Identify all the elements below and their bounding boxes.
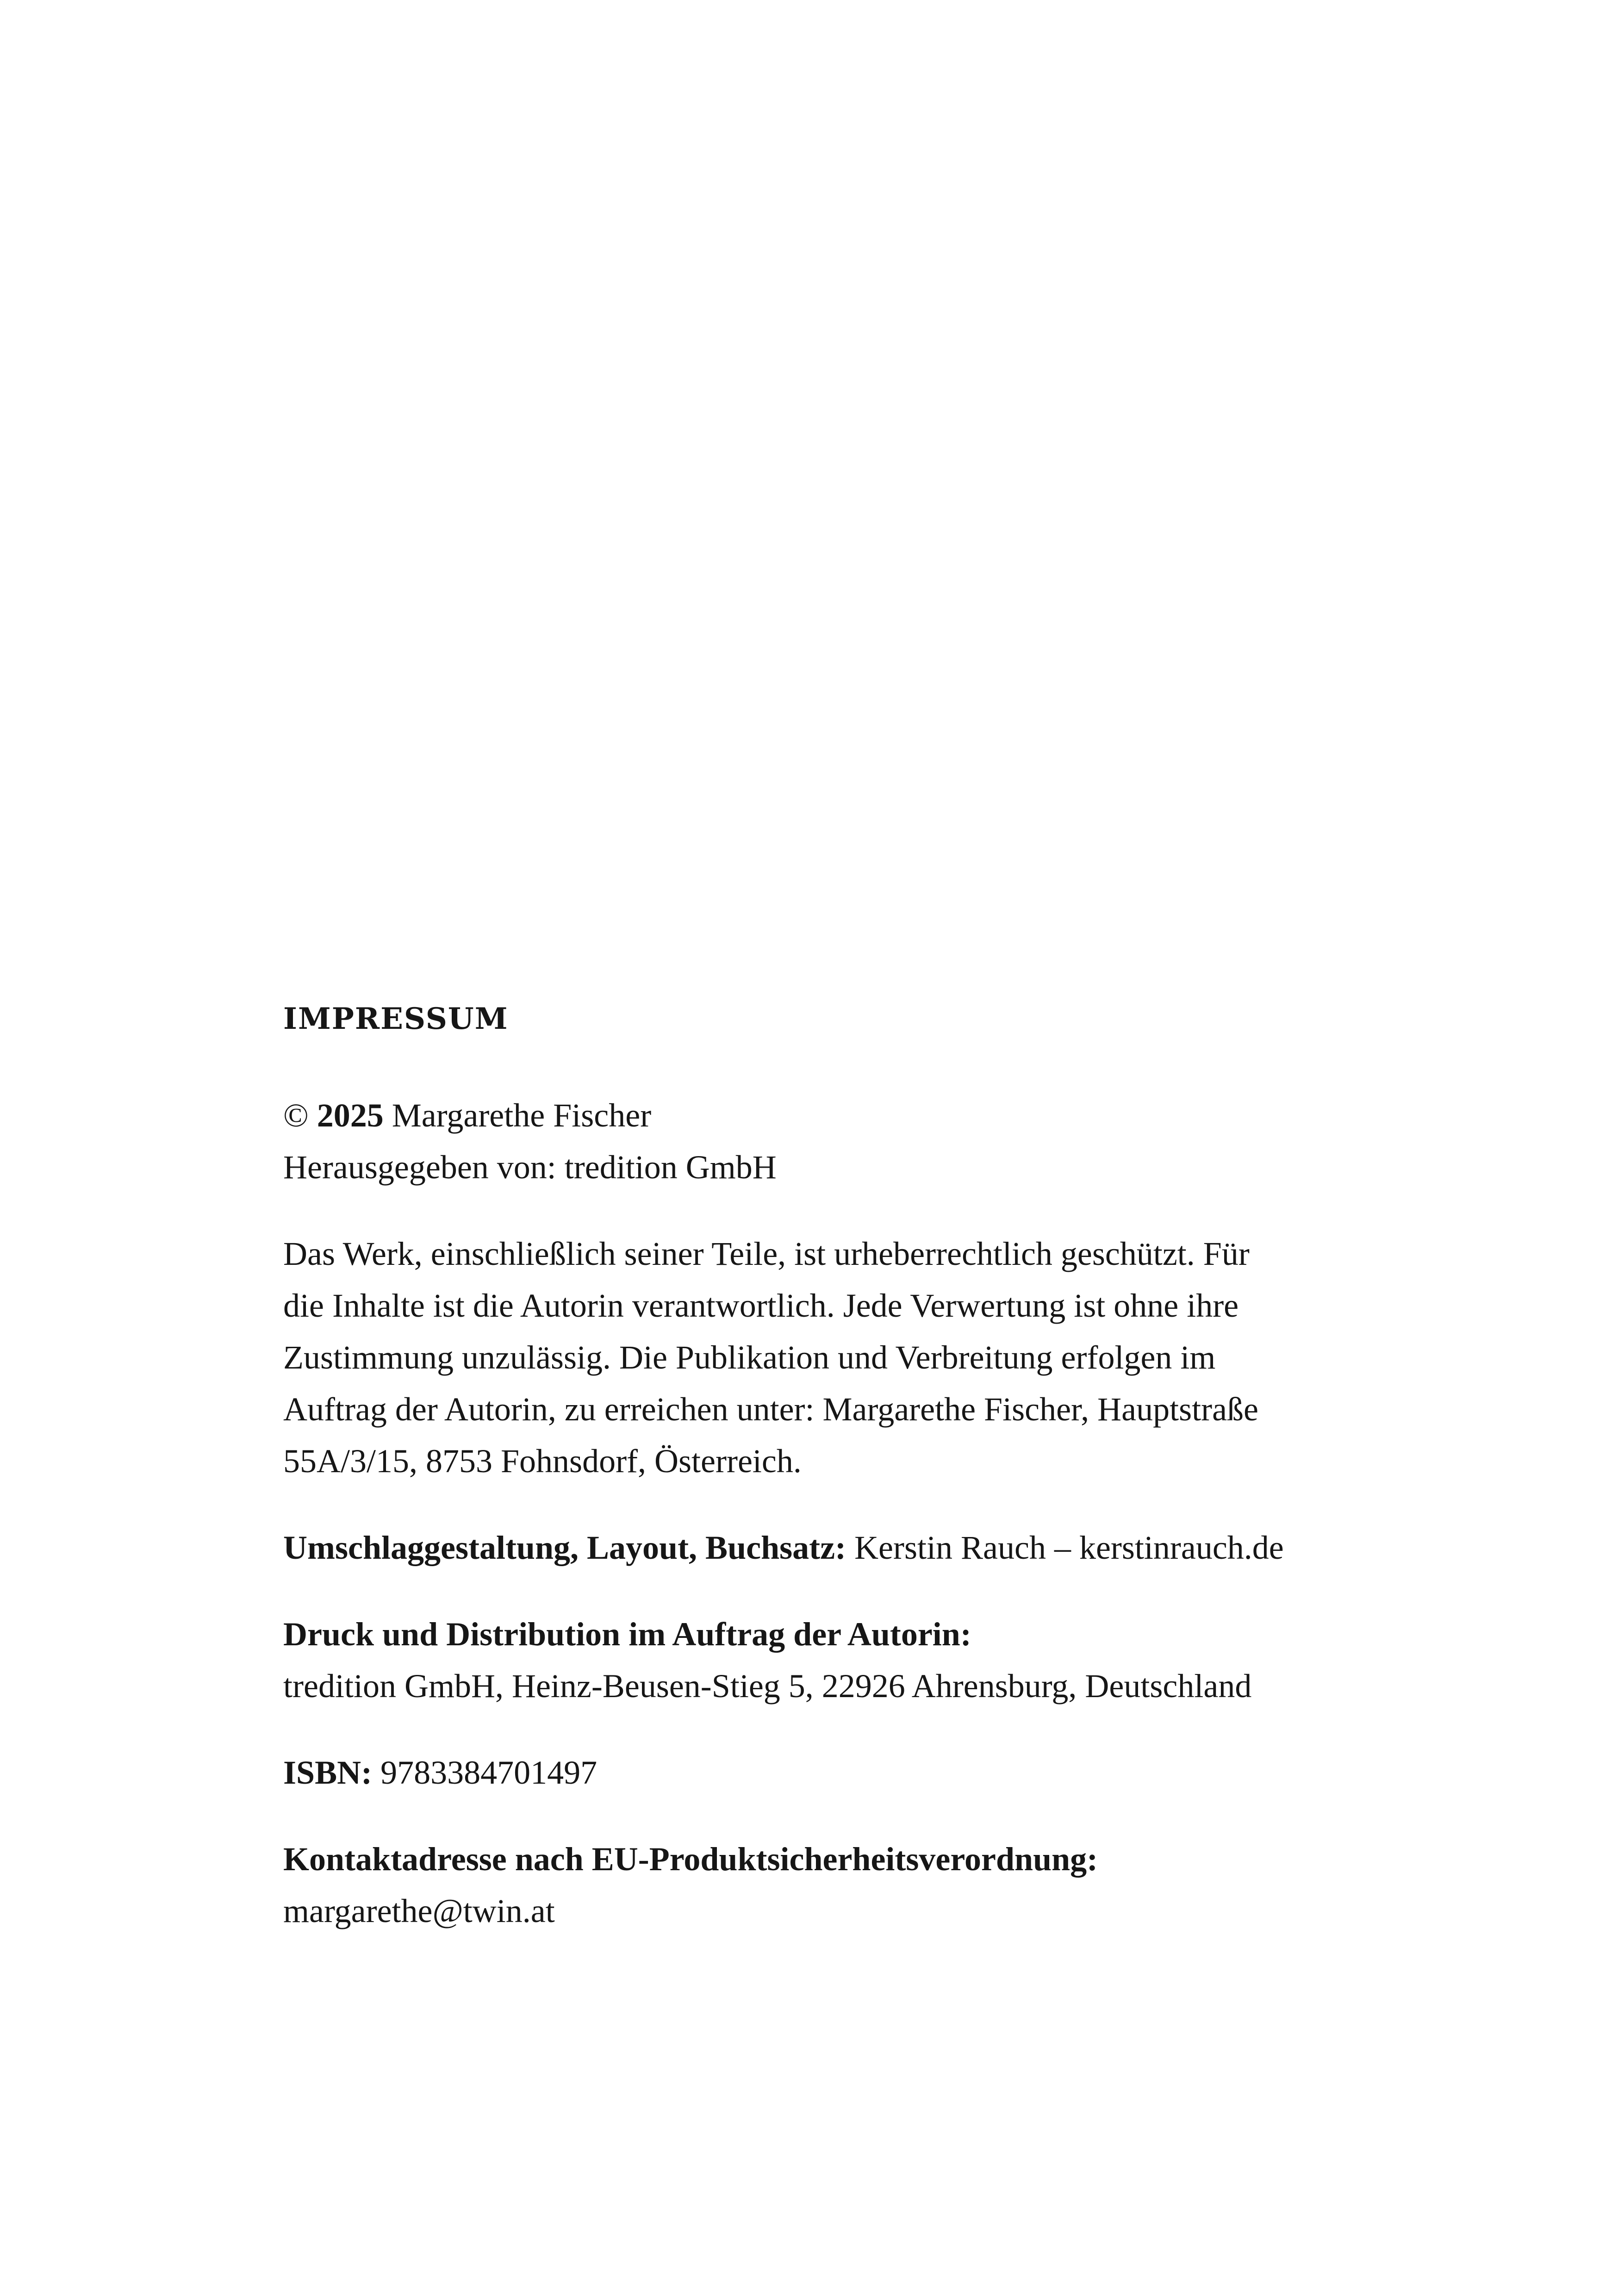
rights-line: Zustimmung unzulässig. Die Publikation und Verbreitung erfolgen im [283, 1339, 1216, 1376]
contact-email: margarethe@twin.at [283, 1892, 555, 1929]
design-value: Kerstin Rauch – kerstinrauch.de [854, 1529, 1284, 1566]
isbn-label: ISBN: [283, 1754, 373, 1791]
impressum-section [283, 1000, 1394, 1972]
rights-line: 55A/3/15, 8753 Fohnsdorf, Österreich. [283, 1443, 802, 1480]
design-label: Umschlaggestaltung, Layout, Buchsatz: [283, 1529, 846, 1566]
distribution-credit [283, 1608, 1394, 1712]
page-title: IMPRESSUM [283, 1002, 509, 1036]
copyright-year: 2025 [317, 1097, 384, 1134]
rights-line: Das Werk, einschließlich seiner Teile, ist urheberrechtlich geschützt. Für [283, 1235, 1250, 1272]
distribution-value: tredition GmbH, Heinz-Beusen-Stieg 5, 22926 Ahrensburg, Deutschland [283, 1668, 1252, 1705]
rights-paragraph [283, 1228, 1394, 1487]
design-credit [283, 1522, 1394, 1574]
distribution-label: Druck und Distribution im Auftrag der Autorin: [283, 1616, 971, 1653]
isbn-line [283, 1747, 1394, 1798]
contact-block [283, 1833, 1394, 1937]
copyright-block [283, 1089, 1394, 1193]
isbn-value: 9783384701497 [380, 1754, 597, 1791]
publisher-line: Herausgegeben von: tredition GmbH [283, 1149, 777, 1186]
copyright-line [283, 1089, 1394, 1141]
contact-label: Kontaktadresse nach EU-Produktsicherheitsverordnung: [283, 1841, 1098, 1878]
rights-line: die Inhalte ist die Autorin verantwortlich. Jede Verwertung ist ohne ihre [283, 1287, 1239, 1324]
rights-line: Auftrag der Autorin, zu erreichen unter: Margarethe Fischer, Hauptstraße [283, 1391, 1258, 1428]
copyright-symbol: © [283, 1097, 309, 1134]
author-name: Margarethe Fischer [392, 1097, 652, 1134]
